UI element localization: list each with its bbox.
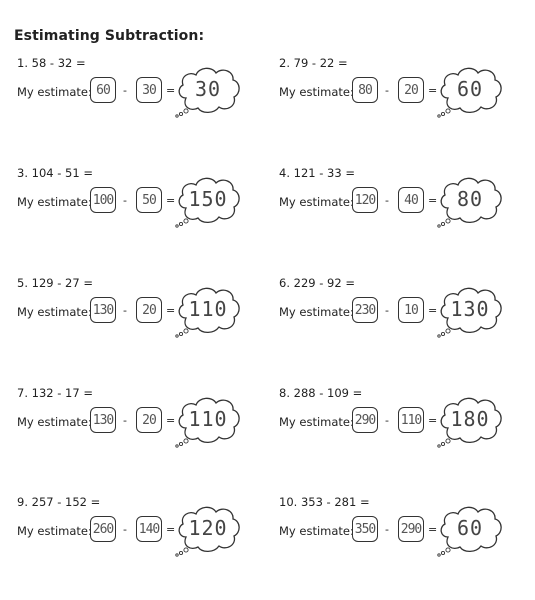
equals-sign: = (166, 84, 176, 97)
thought-cloud-answer[interactable] (436, 503, 504, 555)
problem-10 (276, 495, 526, 565)
estimate-box-first[interactable]: 80 (352, 77, 378, 103)
thought-cloud-answer[interactable] (436, 174, 504, 226)
thought-cloud-answer[interactable] (174, 284, 242, 336)
estimate-box-first[interactable]: 290 (352, 407, 378, 433)
equals-sign: = (428, 523, 438, 536)
estimate-box-second[interactable]: 140 (136, 516, 162, 542)
equals-sign: = (166, 414, 176, 427)
estimate-box-second[interactable]: 20 (398, 77, 424, 103)
estimate-box-first[interactable]: 60 (90, 77, 116, 103)
thought-cloud-answer[interactable] (174, 64, 242, 116)
answer-text: 150 (188, 187, 228, 211)
estimate-box-second[interactable]: 30 (136, 77, 162, 103)
answer-text: 80 (456, 187, 484, 211)
thought-cloud-answer[interactable] (174, 503, 242, 555)
answer-text: 110 (188, 297, 228, 321)
problem-question: 8. 288 - 109 = (279, 386, 363, 400)
estimate-box-first[interactable]: 130 (90, 407, 116, 433)
problem-question: 7. 132 - 17 = (17, 386, 93, 400)
answer-text: 180 (450, 407, 490, 431)
estimate-box-first[interactable]: 260 (90, 516, 116, 542)
equals-sign: = (166, 304, 176, 317)
estimate-label: My estimate: (279, 305, 354, 319)
minus-sign: - (385, 414, 389, 427)
equals-sign: = (428, 414, 438, 427)
estimate-label: My estimate: (279, 195, 354, 209)
problem-5 (14, 276, 264, 346)
estimate-label: My estimate: (17, 305, 92, 319)
minus-sign: - (123, 194, 127, 207)
estimate-label: My estimate: (17, 524, 92, 538)
answer-text: 130 (450, 297, 490, 321)
minus-sign: - (123, 304, 127, 317)
problem-question: 2. 79 - 22 = (279, 56, 348, 70)
estimate-box-first[interactable]: 230 (352, 297, 378, 323)
minus-sign: - (123, 414, 127, 427)
estimate-label: My estimate: (17, 195, 92, 209)
problem-6 (276, 276, 526, 346)
thought-cloud-answer[interactable] (436, 284, 504, 336)
equals-sign: = (428, 304, 438, 317)
answer-text: 60 (456, 77, 484, 101)
thought-cloud-answer[interactable] (436, 64, 504, 116)
minus-sign: - (385, 84, 389, 97)
estimate-label: My estimate: (279, 415, 354, 429)
problem-1 (14, 56, 264, 126)
estimate-label: My estimate: (17, 415, 92, 429)
estimate-box-second[interactable]: 10 (398, 297, 424, 323)
estimate-box-first[interactable]: 100 (90, 187, 116, 213)
thought-cloud-answer[interactable] (174, 394, 242, 446)
estimate-box-first[interactable]: 130 (90, 297, 116, 323)
equals-sign: = (166, 194, 176, 207)
minus-sign: - (123, 523, 127, 536)
estimate-box-first[interactable]: 120 (352, 187, 378, 213)
minus-sign: - (385, 194, 389, 207)
equals-sign: = (166, 523, 176, 536)
problem-question: 6. 229 - 92 = (279, 276, 355, 290)
answer-text: 110 (188, 407, 228, 431)
problem-8 (276, 386, 526, 456)
problem-question: 4. 121 - 33 = (279, 166, 355, 180)
estimate-label: My estimate: (279, 524, 354, 538)
problem-question: 3. 104 - 51 = (17, 166, 93, 180)
equals-sign: = (428, 194, 438, 207)
answer-text: 120 (188, 516, 228, 540)
estimate-box-second[interactable]: 110 (398, 407, 424, 433)
problem-7 (14, 386, 264, 456)
estimate-box-second[interactable]: 20 (136, 407, 162, 433)
estimate-box-second[interactable]: 290 (398, 516, 424, 542)
estimate-box-second[interactable]: 40 (398, 187, 424, 213)
estimate-box-second[interactable]: 20 (136, 297, 162, 323)
problem-4 (276, 166, 526, 236)
estimate-label: My estimate: (17, 85, 92, 99)
minus-sign: - (385, 523, 389, 536)
estimate-box-second[interactable]: 50 (136, 187, 162, 213)
minus-sign: - (385, 304, 389, 317)
problem-9 (14, 495, 264, 565)
equals-sign: = (428, 84, 438, 97)
estimate-box-first[interactable]: 350 (352, 516, 378, 542)
thought-cloud-answer[interactable] (436, 394, 504, 446)
problem-question: 5. 129 - 27 = (17, 276, 93, 290)
problem-question: 1. 58 - 32 = (17, 56, 86, 70)
problem-question: 10. 353 - 281 = (279, 495, 370, 509)
estimate-label: My estimate: (279, 85, 354, 99)
minus-sign: - (123, 84, 127, 97)
answer-text: 60 (456, 516, 484, 540)
problem-3 (14, 166, 264, 236)
worksheet-title: Estimating Subtraction: (14, 28, 205, 44)
problem-question: 9. 257 - 152 = (17, 495, 101, 509)
answer-text: 30 (194, 77, 222, 101)
thought-cloud-answer[interactable] (174, 174, 242, 226)
problem-2 (276, 56, 526, 126)
